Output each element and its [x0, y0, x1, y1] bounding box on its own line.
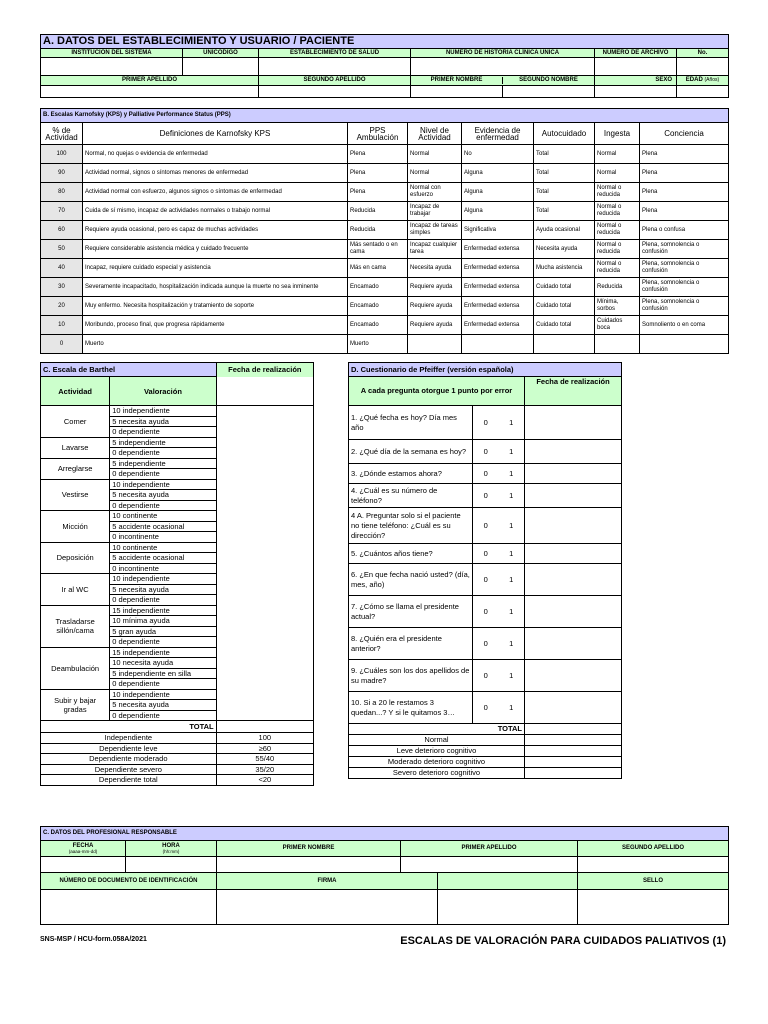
barthel-result-score: ≥60	[216, 743, 313, 754]
barthel-result-score: 55/40	[216, 754, 313, 765]
kps-cell: 10	[41, 316, 83, 335]
barthel-option: 0 dependiente	[110, 448, 216, 459]
kps-cell: Normal, no quejas o evidencia de enfermedad	[83, 145, 348, 164]
kps-cell: Enfermedad extensa	[462, 240, 534, 259]
barthel-option: 10 mínima ayuda	[110, 616, 216, 627]
section-b-title: B. Escalas Karnofsky (KPS) y Palliative Performance Status (PPS)	[41, 109, 729, 123]
kps-cell: Moribundo, proceso final, que progresa rápidamente	[83, 316, 348, 335]
kps-cell: Plena	[640, 183, 729, 202]
barthel-activity: Ir al WC	[41, 574, 110, 606]
kps-cell: Plena	[348, 145, 408, 164]
kps-row[interactable]	[41, 297, 729, 316]
pfeiffer-date-cell[interactable]	[525, 596, 622, 628]
kps-cell: Muerto	[348, 335, 408, 354]
barthel-activity: Vestirse	[41, 479, 110, 511]
kps-cell: Somnoliento o en coma	[640, 316, 729, 335]
section-professional	[40, 826, 729, 925]
header-second-surname: SEGUNDO APELLIDO	[259, 76, 411, 86]
time-header: HORA	[162, 842, 180, 849]
section-a-patient-data	[40, 34, 729, 98]
kps-cell: Cuidado total	[534, 278, 595, 297]
kps-cell: 100	[41, 145, 83, 164]
kps-cell: Normal con esfuerzo	[408, 183, 462, 202]
barthel-option: 5 necesita ayuda	[110, 416, 216, 427]
barthel-option: 10 independiente	[110, 479, 216, 490]
barthel-option: 10 continente	[110, 511, 216, 522]
kps-cell: 30	[41, 278, 83, 297]
kps-cell: Normal o reducida	[595, 202, 640, 221]
pfeiffer-question-row[interactable]	[349, 692, 622, 724]
kps-cell: Normal	[408, 145, 462, 164]
pfeiffer-date-cell[interactable]	[525, 484, 622, 508]
kps-cell: Cuidado total	[534, 316, 595, 335]
prof-first-name-header: PRIMER NOMBRE	[217, 841, 401, 857]
header-institution: INSTITUCIÓN DEL SISTEMA	[41, 49, 183, 58]
kps-cell: Requiere ayuda	[408, 278, 462, 297]
pfeiffer-result-label: Severo deterioro cognitivo	[349, 768, 525, 779]
pfeiffer-result-cell[interactable]	[525, 746, 622, 757]
kps-cell: Mínima, sorbos	[595, 297, 640, 316]
kps-cell: Actividad normal, signos o síntomas menores de enfermedad	[83, 164, 348, 183]
kps-row[interactable]	[41, 278, 729, 297]
pfeiffer-result-cell[interactable]	[525, 757, 622, 768]
header-establishment: ESTABLECIMIENTO DE SALUD	[259, 49, 411, 58]
barthel-activity: Subir y bajar gradas	[41, 689, 110, 721]
barthel-option: 0 dependiente	[110, 469, 216, 480]
kps-cell: Alguna	[462, 202, 534, 221]
age-field[interactable]	[677, 86, 729, 98]
barthel-result-row	[41, 743, 314, 754]
kps-cell: Plena, somnolencia o confusión	[640, 240, 729, 259]
pfeiffer-score-zero[interactable]: 0	[473, 544, 499, 564]
barthel-total-field[interactable]	[216, 721, 313, 733]
barthel-activity: Lavarse	[41, 437, 110, 458]
date-format: (aaaa-mm-dd)	[68, 848, 98, 854]
kps-cell: Significativa	[462, 221, 534, 240]
barthel-result-score: <20	[216, 775, 313, 786]
pfeiffer-date-cell[interactable]	[525, 692, 622, 724]
kps-row[interactable]	[41, 335, 729, 354]
pfeiffer-result-label: Leve deterioro cognitivo	[349, 746, 525, 757]
pfeiffer-question-row[interactable]	[349, 596, 622, 628]
sex-field[interactable]	[595, 86, 677, 98]
pfeiffer-score-zero[interactable]: 0	[473, 464, 499, 484]
pfeiffer-question: 7. ¿Cómo se llama el presidente actual?	[349, 596, 473, 628]
kps-cell: Cuida de sí mismo, incapaz de actividades normales o trabajo normal	[83, 202, 348, 221]
kps-cell: 0	[41, 335, 83, 354]
barthel-option: 0 incontinente	[110, 563, 216, 574]
kps-cell: Normal o reducida	[595, 259, 640, 278]
barthel-result-label: Dependiente moderado	[41, 754, 217, 765]
date-header: FECHA	[72, 842, 94, 849]
kps-cell: Muy enfermo. Necesita hospitalización y tratamiento de soporte	[83, 297, 348, 316]
pfeiffer-score-zero[interactable]: 0	[473, 484, 499, 508]
kps-row[interactable]	[41, 221, 729, 240]
kps-cell: Necesita ayuda	[408, 259, 462, 278]
prof-time-field[interactable]	[126, 857, 217, 873]
pfeiffer-question: 9. ¿Cuáles son los dos apellidos de su madre?	[349, 660, 473, 692]
barthel-option: 0 dependiente	[110, 679, 216, 690]
kps-cell: 20	[41, 297, 83, 316]
kps-cell: Requiere considerable asistencia médica y cuidado frecuente	[83, 240, 348, 259]
pfeiffer-result-row	[349, 746, 622, 757]
kps-cell: Total	[534, 145, 595, 164]
kps-cell: Necesita ayuda	[534, 240, 595, 259]
pfeiffer-question: 3. ¿Dónde estamos ahora?	[349, 464, 473, 484]
kps-cell	[595, 335, 640, 354]
kps-cell: Ayuda ocasional	[534, 221, 595, 240]
kps-cell	[462, 335, 534, 354]
pfeiffer-score-one[interactable]: 1	[499, 564, 525, 596]
kps-header-7: Conciencia	[640, 123, 729, 145]
kps-cell: Plena, somnolencia o confusión	[640, 297, 729, 316]
barthel-option: 10 independiente	[110, 406, 216, 417]
first-surname-field[interactable]	[41, 86, 259, 98]
barthel-activity-header: Actividad	[41, 377, 110, 406]
section-a-title: A. DATOS DEL ESTABLECIMIENTO Y USUARIO / PACIENTE	[41, 35, 729, 49]
pfeiffer-score-zero[interactable]: 0	[473, 564, 499, 596]
kps-cell: Incapaz, requiere cuidado especial y asistencia	[83, 259, 348, 278]
barthel-option: 10 continente	[110, 542, 216, 553]
kps-row[interactable]	[41, 240, 729, 259]
section-c-barthel	[40, 362, 314, 786]
kps-cell: Normal	[595, 145, 640, 164]
kps-cell: Encamado	[348, 278, 408, 297]
kps-cell: Normal o reducida	[595, 240, 640, 259]
kps-cell: Actividad normal con esfuerzo, algunos signos o síntomas de enfermedad	[83, 183, 348, 202]
pfeiffer-instruction: A cada pregunta otorgue 1 punto por error	[349, 377, 525, 406]
first-name-field[interactable]	[411, 86, 503, 97]
second-name-field[interactable]	[503, 86, 594, 97]
barthel-result-label: Dependiente leve	[41, 743, 217, 754]
kps-cell: Normal o reducida	[595, 183, 640, 202]
barthel-result-score: 35/20	[216, 764, 313, 775]
barthel-activity: Arreglarse	[41, 458, 110, 479]
signature-field[interactable]	[217, 890, 438, 924]
barthel-option: 10 independiente	[110, 689, 216, 700]
id-document-header: NÚMERO DE DOCUMENTO DE IDENTIFICACIÓN	[41, 873, 217, 890]
kps-cell: Plena o confusa	[640, 221, 729, 240]
pfeiffer-date-cell[interactable]	[525, 464, 622, 484]
barthel-option: 15 independiente	[110, 605, 216, 616]
barthel-option: 5 gran ayuda	[110, 626, 216, 637]
barthel-result-score: 100	[216, 733, 313, 744]
pfeiffer-question-row[interactable]	[349, 508, 622, 544]
kps-row[interactable]	[41, 316, 729, 335]
barthel-result-row	[41, 754, 314, 765]
barthel-option: 5 necesita ayuda	[110, 700, 216, 711]
header-second-name: SEGUNDO NOMBRE	[519, 77, 578, 83]
pfeiffer-question-row[interactable]	[349, 544, 622, 564]
prof-first-name-field[interactable]	[217, 857, 401, 873]
barthel-option: 0 incontinente	[110, 532, 216, 543]
barthel-total-label: TOTAL	[41, 721, 217, 733]
kps-cell	[640, 335, 729, 354]
kps-cell: Plena	[640, 145, 729, 164]
kps-cell: Plena	[348, 164, 408, 183]
kps-cell: Enfermedad extensa	[462, 259, 534, 278]
pfeiffer-score-one[interactable]: 1	[499, 406, 525, 440]
barthel-valuation-header: Valoración	[110, 377, 216, 406]
barthel-activity: Micción	[41, 511, 110, 543]
kps-cell: Cuidados boca	[595, 316, 640, 335]
barthel-activity: Trasladarse sillón/cama	[41, 605, 110, 647]
pfeiffer-date-cell[interactable]	[525, 508, 622, 544]
second-surname-field[interactable]	[259, 86, 411, 98]
section-b-karnofsky	[40, 108, 729, 354]
kps-cell: Severamente incapacitado, hospitalización indicada aunque la muerte no sea inminente	[83, 278, 348, 297]
pfeiffer-score-zero[interactable]: 0	[473, 440, 499, 464]
kps-cell: Requiere ayuda	[408, 297, 462, 316]
kps-cell: Cuidado total	[534, 297, 595, 316]
pfeiffer-score-zero[interactable]: 0	[473, 628, 499, 660]
section-d-title: D. Cuestionario de Pfeiffer (versión española)	[349, 363, 622, 377]
header-unicode: UNICÓDIGO	[183, 49, 259, 58]
pfeiffer-date-cell[interactable]	[525, 544, 622, 564]
pfeiffer-score-zero[interactable]: 0	[473, 692, 499, 724]
header-first-surname: PRIMER APELLIDO	[41, 76, 259, 86]
pfeiffer-score-one[interactable]: 1	[499, 596, 525, 628]
kps-cell: 70	[41, 202, 83, 221]
barthel-activity: Deambulación	[41, 647, 110, 689]
pfeiffer-result-row	[349, 757, 622, 768]
section-d-pfeiffer	[348, 362, 622, 779]
pfeiffer-score-zero[interactable]: 0	[473, 508, 499, 544]
pfeiffer-total-label: TOTAL	[349, 724, 525, 735]
kps-cell: 40	[41, 259, 83, 278]
form-code: SNS-MSP / HCU-form.058A/2021	[40, 936, 147, 943]
kps-cell: Requiere ayuda ocasional, pero es capaz de muchas actividades	[83, 221, 348, 240]
kps-cell: Más en cama	[348, 259, 408, 278]
section-c-title: C. Escala de Barthel	[41, 363, 217, 377]
barthel-result-row	[41, 764, 314, 775]
pfeiffer-score-one[interactable]: 1	[499, 484, 525, 508]
pfeiffer-question: 8. ¿Quién era el presidente anterior?	[349, 628, 473, 660]
time-format: (hh:mm)	[162, 848, 180, 854]
kps-cell: Muerto	[83, 335, 348, 354]
kps-cell: No	[462, 145, 534, 164]
kps-row[interactable]	[41, 183, 729, 202]
kps-row[interactable]	[41, 259, 729, 278]
section-professional-title: C. DATOS DEL PROFESIONAL RESPONSABLE	[41, 827, 729, 841]
barthel-option: 0 dependiente	[110, 595, 216, 606]
kps-cell: Normal	[408, 164, 462, 183]
kps-cell: 90	[41, 164, 83, 183]
kps-cell: Total	[534, 183, 595, 202]
pfeiffer-score-one[interactable]: 1	[499, 692, 525, 724]
barthel-option: 5 necesita ayuda	[110, 584, 216, 595]
barthel-option: 5 accidente ocasional	[110, 521, 216, 532]
pfeiffer-question: 5. ¿Cuántos años tiene?	[349, 544, 473, 564]
barthel-activity: Deposición	[41, 542, 110, 574]
kps-cell: Plena	[640, 202, 729, 221]
pfeiffer-question: 6. ¿En que fecha nació usted? (día, mes, año)	[349, 564, 473, 596]
pfeiffer-score-one[interactable]: 1	[499, 440, 525, 464]
pfeiffer-question: 10. Si a 20 le restamos 3 quedan...? Y si le quitamos 3…	[349, 692, 473, 724]
barthel-option: 5 accidente ocasional	[110, 553, 216, 564]
kps-header-5: Autocuidado	[534, 123, 595, 145]
barthel-option: 0 dependiente	[110, 500, 216, 511]
header-age: EDAD	[685, 77, 703, 83]
pfeiffer-question: 2. ¿Qué día de la semana es hoy?	[349, 440, 473, 464]
header-sex: SEXO	[595, 76, 677, 86]
pfeiffer-score-one[interactable]: 1	[499, 660, 525, 692]
kps-cell: Encamado	[348, 297, 408, 316]
pfeiffer-date-cell[interactable]	[525, 564, 622, 596]
kps-header-2: PPS Ambulación	[348, 123, 408, 145]
header-clinical-history: NÚMERO DE HISTORIA CLÍNICA ÚNICA	[411, 49, 595, 58]
pfeiffer-question: 1. ¿Qué fecha es hoy? Día mes año	[349, 406, 473, 440]
barthel-option: 5 necesita ayuda	[110, 490, 216, 501]
kps-cell: Incapaz de trabajar	[408, 202, 462, 221]
kps-cell: Enfermedad extensa	[462, 297, 534, 316]
kps-header-3: Nivel de Actividad	[408, 123, 462, 145]
kps-header-1: Definiciones de Karnofsky KPS	[83, 123, 348, 145]
kps-cell: Plena	[348, 183, 408, 202]
kps-cell: Reducida	[595, 278, 640, 297]
pfeiffer-question-row[interactable]	[349, 406, 622, 440]
barthel-option: 0 dependiente	[110, 427, 216, 438]
kps-cell: Normal o reducida	[595, 221, 640, 240]
barthel-option: 10 necesita ayuda	[110, 658, 216, 669]
kps-cell: Encamado	[348, 316, 408, 335]
prof-first-surname-field[interactable]	[401, 857, 578, 873]
header-age-unit: (Años)	[704, 77, 720, 83]
pfeiffer-result-label: Normal	[349, 735, 525, 746]
kps-cell: Alguna	[462, 183, 534, 202]
pfeiffer-date-cell[interactable]	[525, 406, 622, 440]
header-number: No.	[677, 49, 729, 58]
barthel-option: 0 dependiente	[110, 637, 216, 648]
kps-cell: Total	[534, 164, 595, 183]
pfeiffer-question-row[interactable]	[349, 660, 622, 692]
kps-cell: 80	[41, 183, 83, 202]
kps-cell: 60	[41, 221, 83, 240]
barthel-option: 5 independiente	[110, 437, 216, 448]
kps-cell: Reducida	[348, 202, 408, 221]
pfeiffer-date-header: Fecha de realización	[525, 377, 622, 406]
kps-row[interactable]	[41, 164, 729, 183]
kps-row[interactable]	[41, 202, 729, 221]
kps-cell: Plena, somnolencia o confusión	[640, 259, 729, 278]
pfeiffer-date-cell[interactable]	[525, 660, 622, 692]
header-archive-number: NÚMERO DE ARCHIVO	[595, 49, 677, 58]
pfeiffer-question-row[interactable]	[349, 484, 622, 508]
kps-cell: 50	[41, 240, 83, 259]
prof-second-surname-field[interactable]	[578, 857, 729, 873]
barthel-option: 0 dependiente	[110, 710, 216, 721]
pfeiffer-result-cell[interactable]	[525, 768, 622, 779]
barthel-option: 10 independiente	[110, 574, 216, 585]
stamp-field[interactable]	[578, 890, 729, 925]
kps-cell	[534, 335, 595, 354]
pfeiffer-score-zero[interactable]: 0	[473, 596, 499, 628]
pfeiffer-result-cell[interactable]	[525, 735, 622, 746]
barthel-result-row	[41, 733, 314, 744]
kps-cell: Total	[534, 202, 595, 221]
kps-cell: Requiere ayuda	[408, 316, 462, 335]
kps-cell: Reducida	[348, 221, 408, 240]
stamp-header: SELLO	[578, 873, 729, 890]
clinical-history-field[interactable]	[411, 58, 595, 76]
kps-cell: Enfermedad extensa	[462, 316, 534, 335]
archive-number-field[interactable]	[595, 58, 677, 76]
pfeiffer-result-row	[349, 768, 622, 779]
kps-row[interactable]	[41, 145, 729, 164]
form-title: ESCALAS DE VALORACIÓN PARA CUIDADOS PALIATIVOS (1)	[400, 935, 726, 947]
prof-second-surname-header: SEGUNDO APELLIDO	[578, 841, 729, 857]
pfeiffer-score-one[interactable]: 1	[499, 628, 525, 660]
kps-header-0: % de Actividad	[41, 123, 83, 145]
pfeiffer-question-row[interactable]	[349, 440, 622, 464]
barthel-option: 5 independiente en silla	[110, 668, 216, 679]
kps-cell	[408, 335, 462, 354]
barthel-option: 5 independiente	[110, 458, 216, 469]
kps-header-4: Evidencia de enfermedad	[462, 123, 534, 145]
kps-cell: Incapaz de tareas simples	[408, 221, 462, 240]
kps-cell: Mucha asistencia	[534, 259, 595, 278]
barthel-result-label: Independiente	[41, 733, 217, 744]
pfeiffer-question-row[interactable]	[349, 464, 622, 484]
kps-cell: Incapaz cualquier tarea	[408, 240, 462, 259]
barthel-result-row	[41, 775, 314, 786]
pfeiffer-question-row[interactable]	[349, 628, 622, 660]
pfeiffer-score-one[interactable]: 1	[499, 544, 525, 564]
pfeiffer-score-zero[interactable]: 0	[473, 406, 499, 440]
header-first-name: PRIMER NOMBRE	[411, 77, 503, 84]
kps-cell: Normal	[595, 164, 640, 183]
kps-header-6: Ingesta	[595, 123, 640, 145]
kps-cell: Enfermedad extensa	[462, 278, 534, 297]
pfeiffer-score-zero[interactable]: 0	[473, 660, 499, 692]
number-field[interactable]	[677, 58, 729, 76]
institution-field[interactable]	[41, 58, 183, 76]
pfeiffer-question: 4. ¿Cuál es su número de teléfono?	[349, 484, 473, 508]
pfeiffer-question-row[interactable]	[349, 564, 622, 596]
prof-first-surname-header: PRIMER APELLIDO	[401, 841, 578, 857]
establishment-field[interactable]	[259, 58, 411, 76]
pfeiffer-result-row	[349, 735, 622, 746]
kps-cell: Alguna	[462, 164, 534, 183]
pfeiffer-question: 4 A. Preguntar solo si el paciente no tiene teléfono: ¿Cuál es su dirección?	[349, 508, 473, 544]
pfeiffer-total-field[interactable]	[525, 724, 622, 735]
kps-cell: Plena, somnolencia o confusión	[640, 278, 729, 297]
id-document-field[interactable]	[41, 890, 217, 925]
unicode-field[interactable]	[183, 58, 259, 76]
pfeiffer-date-cell[interactable]	[525, 628, 622, 660]
pfeiffer-date-cell[interactable]	[525, 440, 622, 464]
pfeiffer-score-one[interactable]: 1	[499, 508, 525, 544]
pfeiffer-score-one[interactable]: 1	[499, 464, 525, 484]
barthel-date-column[interactable]	[216, 406, 313, 721]
barthel-result-label: Dependiente total	[41, 775, 217, 786]
pfeiffer-result-label: Moderado deterioro cognitivo	[349, 757, 525, 768]
barthel-result-label: Dependiente severo	[41, 764, 217, 775]
barthel-date-header: Fecha de realización	[216, 363, 313, 377]
kps-cell: Plena	[640, 164, 729, 183]
kps-cell: Más sentado o en cama	[348, 240, 408, 259]
prof-date-field[interactable]	[41, 857, 126, 873]
barthel-option: 15 independiente	[110, 647, 216, 658]
barthel-option-row[interactable]	[41, 406, 314, 417]
barthel-activity: Comer	[41, 406, 110, 438]
signature-header: FIRMA	[217, 873, 438, 889]
